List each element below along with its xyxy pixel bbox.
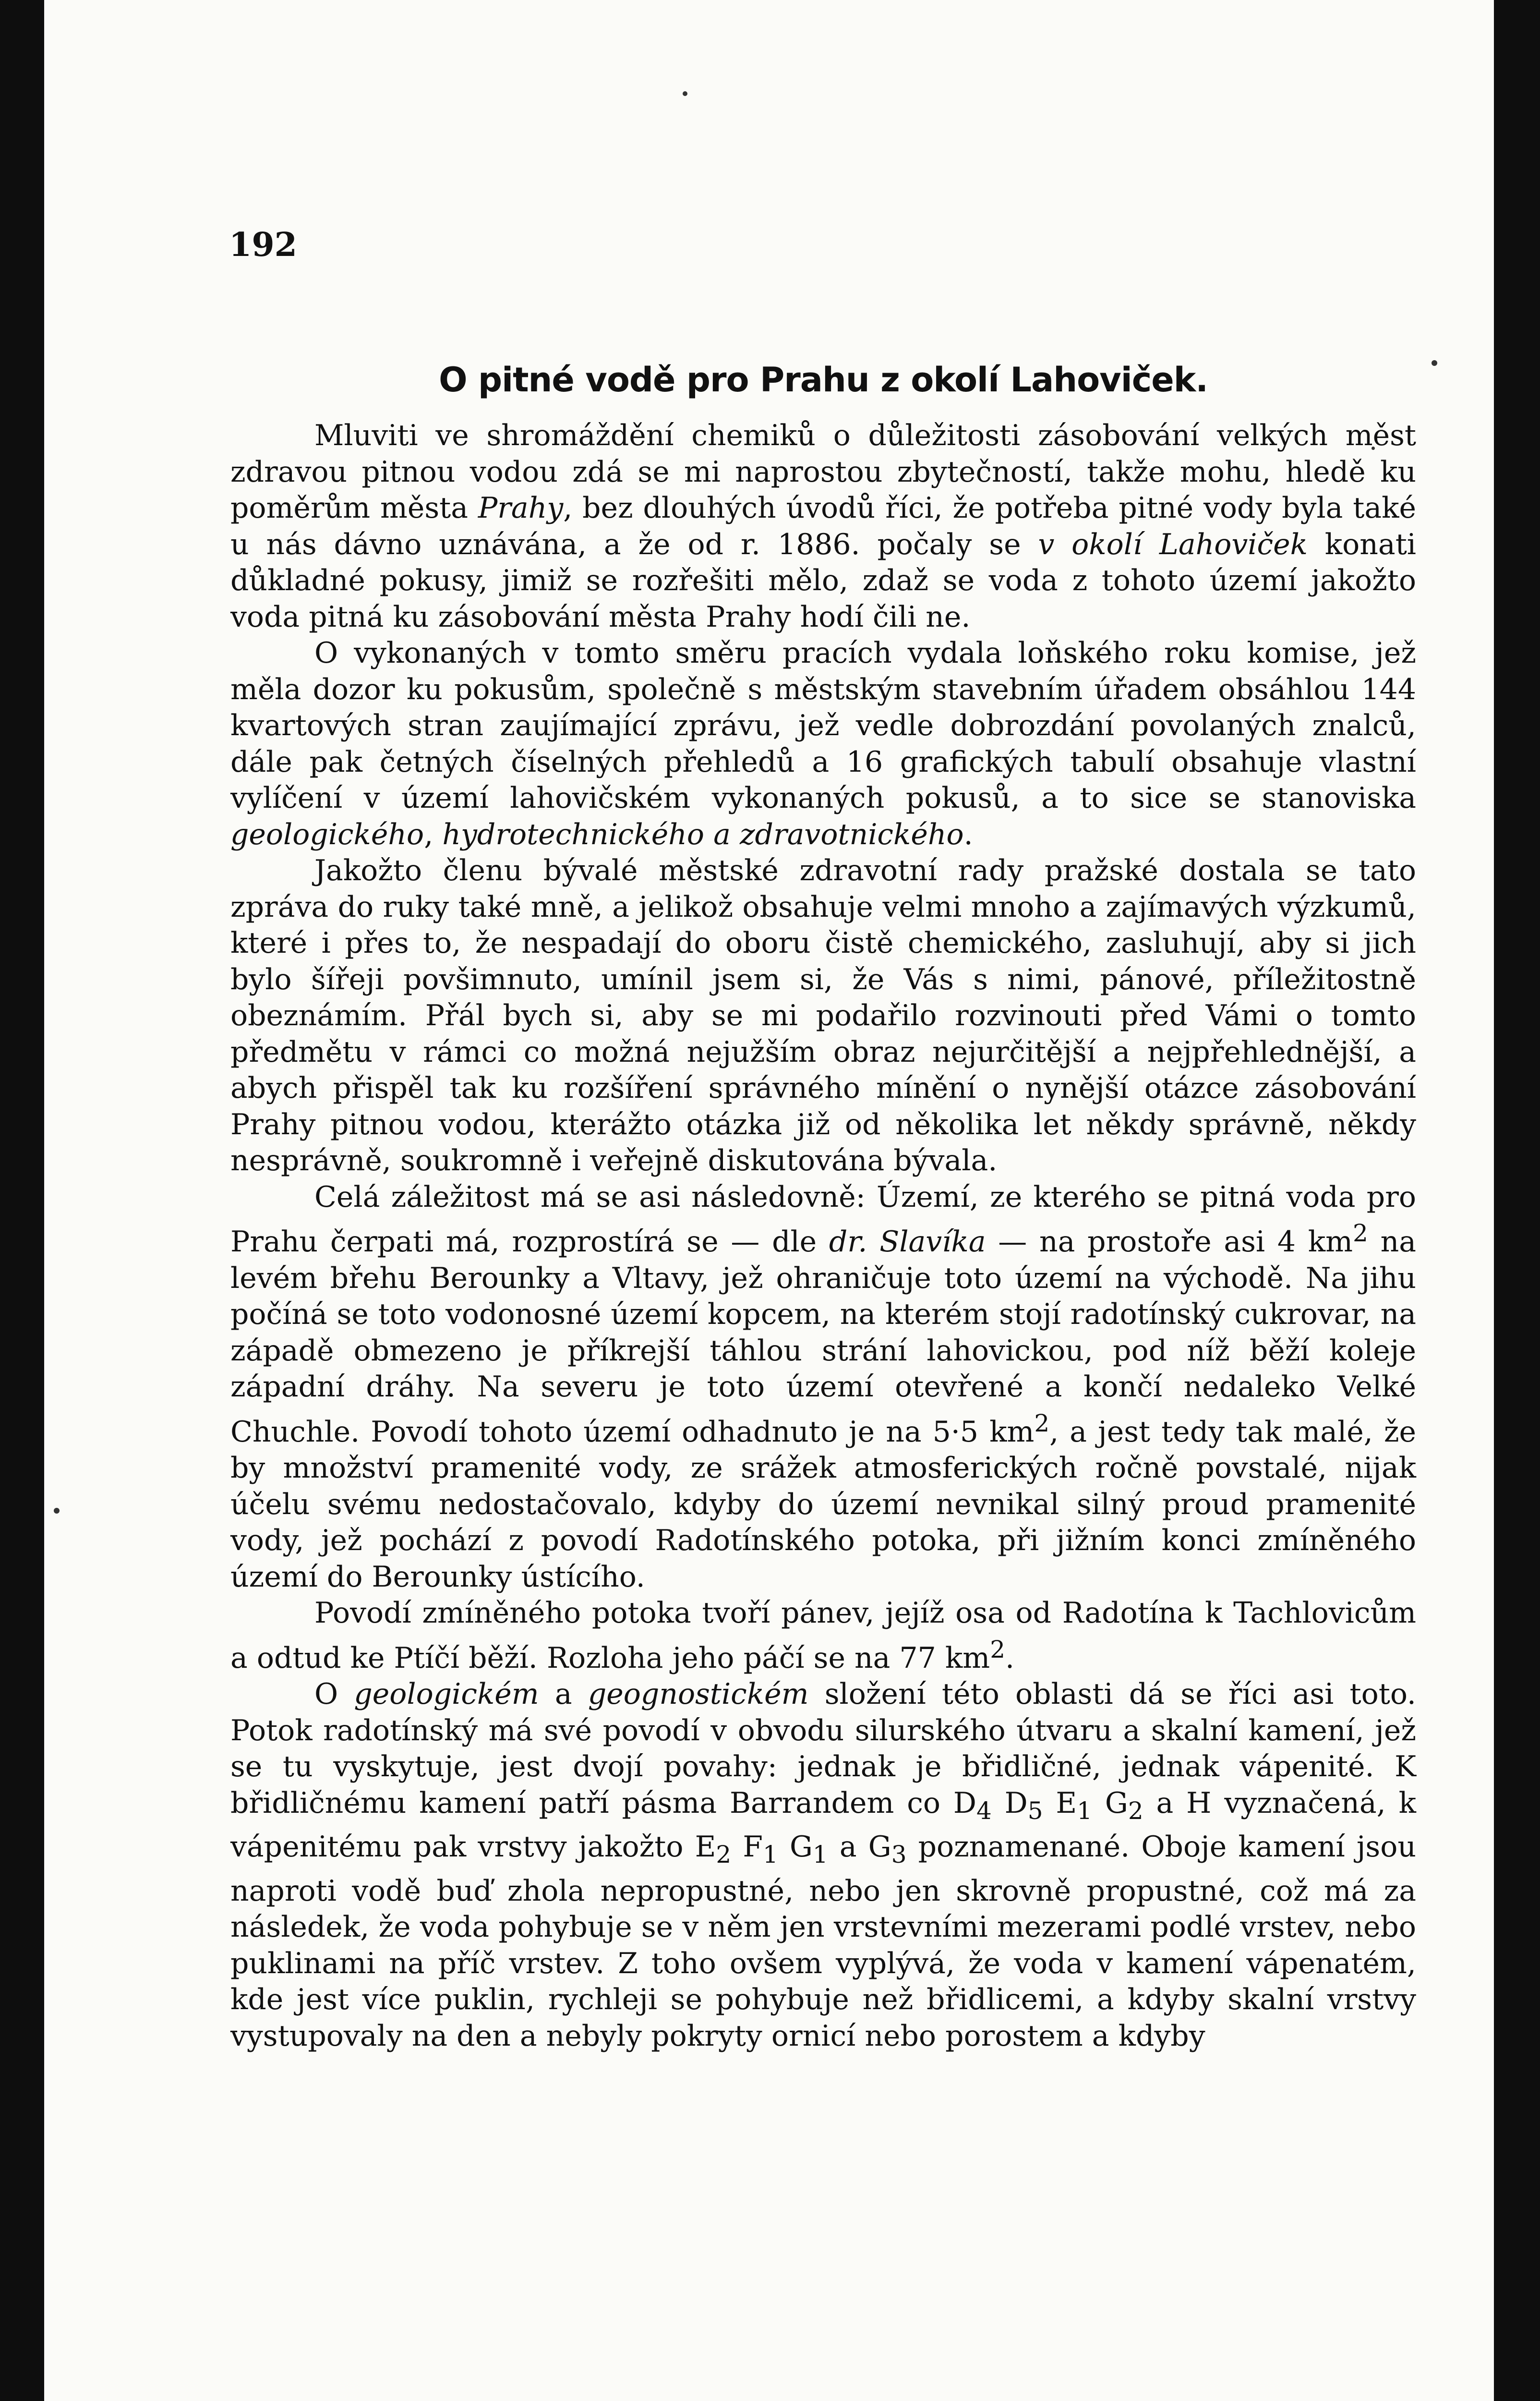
scanned-page xyxy=(44,0,1494,2401)
page-number: 192 xyxy=(229,226,297,264)
paragraph-5: Povodí zmíněného potoka tvoří pánev, jejíž osa od Radotína k Tachlovicům a odtud ke Ptíčí běží. Rozloha jeho páčí se na 77 $km^2$. xyxy=(230,1596,1416,1675)
paragraph-4: Celá záležitost má se asi následovně: Území, ze kterého se pitná voda pro Prahu čerpati má, rozprostírá se — dle dr. Slavíka — na prostoře asi 4 $km^2$ na levém břehu Berounky a Vltavy, jež ohraničuje toto území na východě. Na jihu počíná se toto vodonosné území kopcem, na kterém stojí radotínský cukrovar, na západě obmezeno je příkrejší táhlou strání lahovickou, pod níž běží koleje západní dráhy. Na severu je toto území otevřené a končí nedaleko Velké Chuchle. Povodí tohoto území odhadnuto je na 5·5 $km^2$, a jest tedy tak malé, že by množství pramenité vody, ze srážek atmosferických ročně povstalé, nijak účelu svému nedostačovalo, kdyby do území nevnikal silný proud pramenité vody, jež pochází z povodí Radotínského potoka, při jižním konci zmíněného území do Berounky ústícího. xyxy=(230,1180,1417,1594)
paragraph-3: Jakožto členu bývalé městské zdravotní rady pražské dostala se tato zpráva do ruky také mně, a jelikož obsahuje velmi mnoho a zajímavých výzkumů, které i přes to, že nespadají do oboru čistě chemického, zasluhují, aby si jich bylo šířeji povšimnuto, umínil jsem si, že Vás s nimi, pánové, příležitostně obeznámím. Přál bych si, aby se mi podařilo rozvinouti před Vámi o tomto předmětu v rámci co možná nejužším obraz nejurčitější a nejpřehlednější, a abych přispěl tak ku rozšíření správného mínění o nynější otázce zásobování Prahy pitnou vodou, kterážto otázka již od několika let někdy správně, někdy nesprávně, soukromně i veřejně diskutována bývala. xyxy=(230,854,1416,1177)
paragraph-2: O vykonaných v tomto směru pracích vydala loňského roku komise, jež měla dozor ku pokusům, společně s městským stavebním úřadem obsáhlou 144 kvartových stran zaujímající zprávu, jež vedle dobrozdání povolaných znalců, dále pak četných číselných přehledů a 16 grafických tabulí obsahuje vlastní vylíčení v území lahovičském vykonaných pokusů, a to sice se stanoviska geologického, hydrotechnického a zdravotnického. xyxy=(230,636,1416,851)
paragraph-1: Mluviti ve shromáždění chemiků o důležitosti zásobování velkých měst zdravou pitnou vodou zdá se mi naprostou zbytečností, takže mohu, hledě ku poměrům města Prahy, bez dlouhých úvodů říci, že potřeba pitné vody byla také u nás dávno uznávána, a že od r. 1886. počaly se v okolí Lahoviček konati důkladné pokusy, jimiž se rozřešiti mělo, zdaž se voda z tohoto území jakožto voda pitná ku zásobování města Prahy hodí čili ne. xyxy=(230,419,1416,634)
article-body xyxy=(230,418,1416,2054)
article-title: O pitné vodě pro Prahu z okolí Lahoviček. xyxy=(439,360,1208,400)
paragraph-6: O geologickém a geognostickém složení této oblasti dá se říci asi toto. Potok radotínský má své povodí v obvodu silurského útvaru a skalní kamení, jež se tu vyskytuje, jest dvojí povahy: jednak je břidličné, jednak vápenité. K břidličnému kamení patří pásma Barrandem co $D_4$ $D_5$ $E_1$ $G_2$ a H vyznačená, k vápenitému pak vrstvy jakožto $E_2$ $F_1$ $G_1$ a $G_3$ poznamenané. Oboje kamení jsou naproti vodě buď zhola nepropustné, nebo jen skrovně propustné, což má za následek, že voda pohybuje se v něm jen vrstevními mezerami podlé vrstev, nebo puklinami na příč vrstev. Z toho ovšem vyplývá, že voda v kamení vápenatém, kde jest více puklin, rychleji se pohybuje než břidlicemi, a kdyby skalní vrstvy vystupovaly na den a nebyly pokryty ornicí nebo porostem a kdyby xyxy=(230,1677,1416,2053)
